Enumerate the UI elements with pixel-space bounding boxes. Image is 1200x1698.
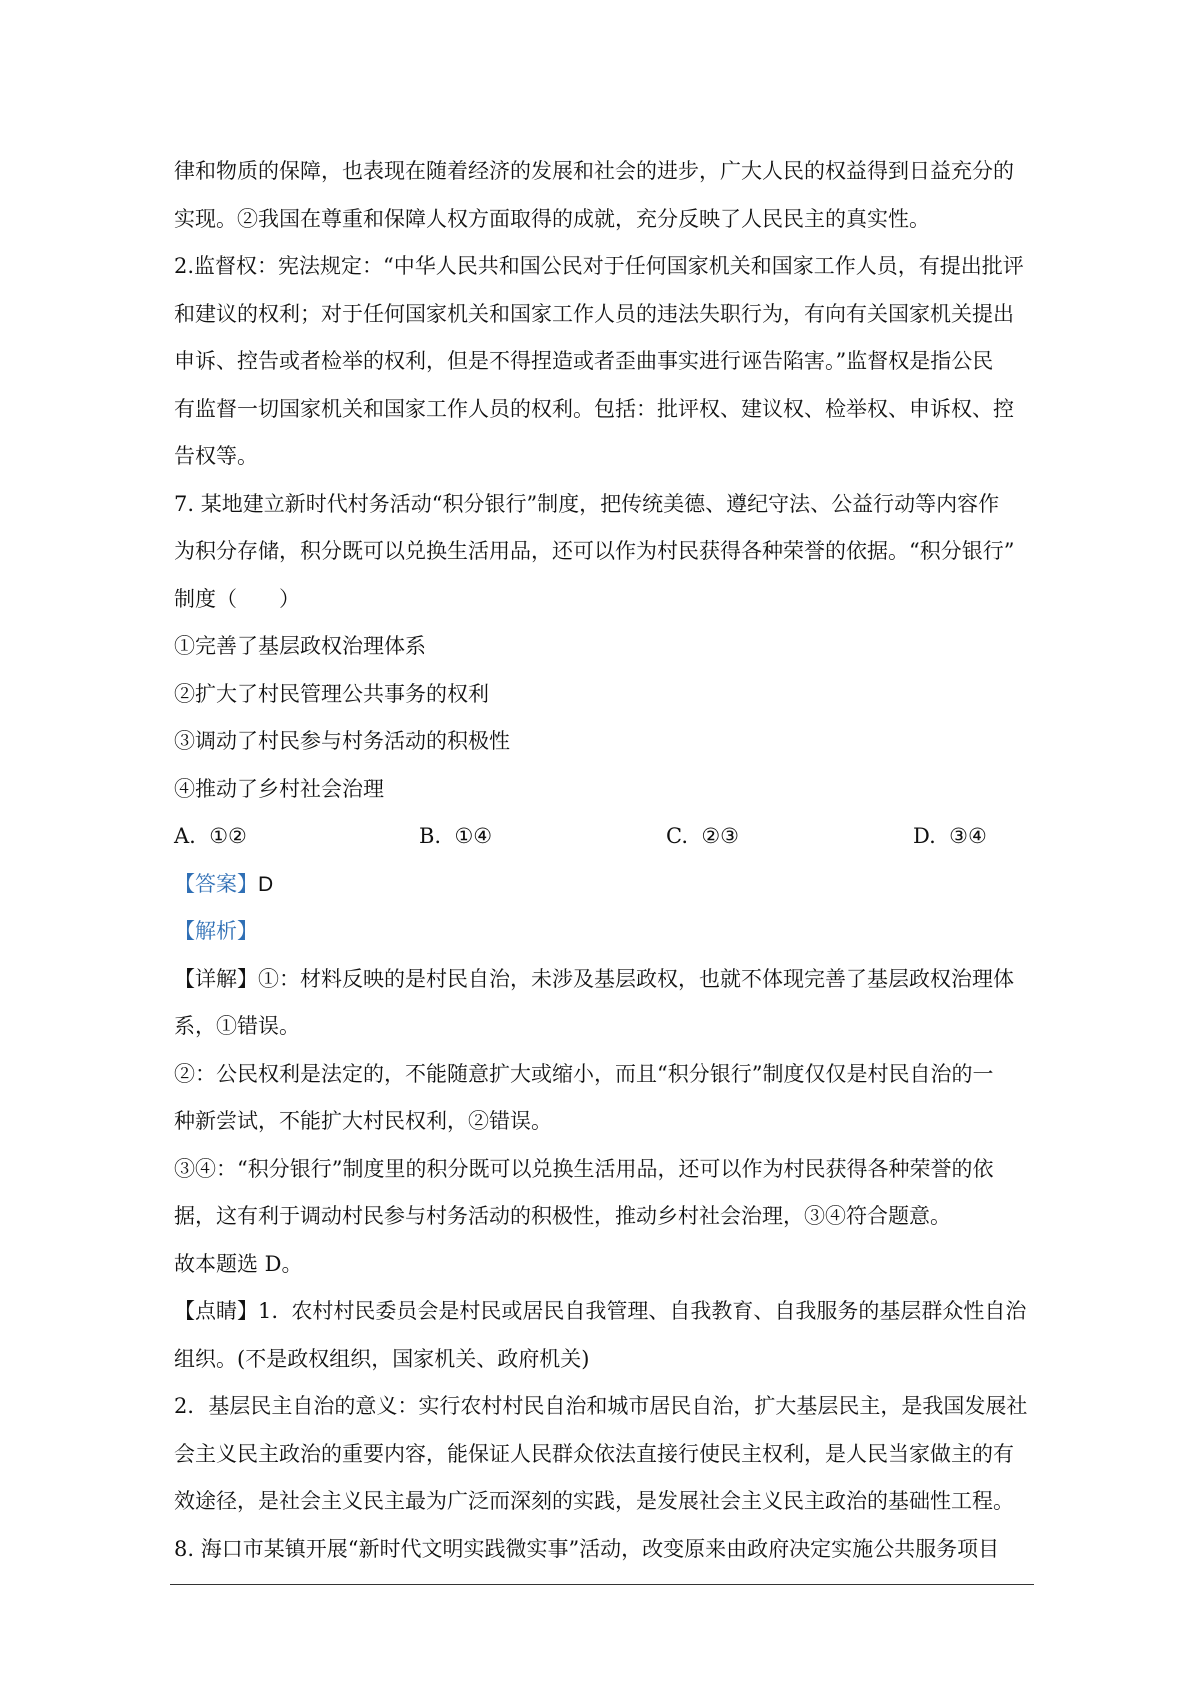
tip-label: 【点睛】 — [174, 1299, 258, 1323]
question-7-statement-2: ②扩大了村民管理公共事务的权利 — [174, 681, 489, 706]
question-7-statement-4: ④推动了乡村社会治理 — [174, 776, 384, 801]
detail-line: ②：公民权利是法定的，不能随意扩大或缩小，而且“积分银行”制度仅仅是村民自治的一 — [174, 1061, 994, 1086]
question-7-options — [174, 813, 1034, 861]
question-7-stem-line: 制度（ ） — [174, 586, 300, 611]
intro-line: 和建议的权利；对于任何国家机关和国家工作人员的违法失职行为，有向有关国家机关提出 — [174, 301, 1014, 326]
option-c: C. ②③ — [666, 824, 739, 848]
intro-line: 实现。②我国在尊重和保障人权方面取得的成就，充分反映了人民民主的真实性。 — [174, 206, 930, 231]
question-7-statement-1: ①完善了基层政权治理体系 — [174, 634, 426, 658]
detail-row — [174, 956, 1034, 1004]
question-8-stem-line: 8. 海口市某镇开展“新时代文明实践微实事”活动，改变原来由政府决定实施公共服务项目 — [174, 1536, 1000, 1561]
tip-line: 组织。(不是政权组织，国家机关、政府机关) — [174, 1346, 590, 1371]
tip-line: 1. 农村村民委员会是村民或居民自我管理、自我教育、自我服务的基层群众性自治 — [258, 1299, 1027, 1323]
analysis-row — [174, 908, 1034, 956]
detail-label: 【详解】 — [174, 966, 258, 991]
intro-line: 有监督一切国家机关和国家工作人员的权利。包括：批评权、建议权、检举权、申诉权、控 — [174, 396, 1014, 421]
question-7-statement-3: ③调动了村民参与村务活动的积极性 — [174, 729, 510, 753]
footer-divider — [170, 1584, 1034, 1585]
detail-line: 种新尝试，不能扩大村民权利，②错误。 — [174, 1109, 552, 1133]
question-7-stem-line: 7. 某地建立新时代村务活动“积分银行”制度，把传统美德、遵纪守法、公益行动等内容作 — [174, 491, 1000, 516]
analysis-label: 【解析】 — [174, 919, 258, 943]
intro-line: 2.监督权：宪法规定：“中华人民共和国公民对于任何国家机关和国家工作人员，有提出批评 — [174, 254, 1024, 278]
detail-line: 系，①错误。 — [174, 1014, 300, 1038]
tip-line: 2．基层民主自治的意义：实行农村村民自治和城市居民自治，扩大基层民主，是我国发展社 — [174, 1394, 1028, 1418]
intro-line: 律和物质的保障，也表现在随着经济的发展和社会的进步，广大人民的权益得到日益充分的 — [174, 159, 1014, 183]
tip-row — [174, 1288, 1034, 1336]
answer-label: 【答案】 — [174, 871, 258, 896]
detail-line: 据，这有利于调动村民参与村务活动的积极性，推动乡村社会治理，③④符合题意。 — [174, 1204, 951, 1228]
answer-value: D — [258, 872, 274, 896]
intro-line: 申诉、控告或者检举的权利，但是不得捏造或者歪曲事实进行诬告陷害。”监督权是指公民 — [174, 349, 994, 373]
tip-line: 效途径，是社会主义民主最为广泛而深刻的实践，是发展社会主义民主政治的基础性工程。 — [174, 1489, 1014, 1513]
answer-row — [174, 861, 1034, 909]
tip-line: 会主义民主政治的重要内容，能保证人民群众依法直接行使民主权利，是人民当家做主的有 — [174, 1441, 1014, 1466]
document-page — [174, 148, 1034, 1573]
intro-line: 告权等。 — [174, 444, 258, 468]
option-a: A. ①② — [174, 824, 247, 848]
question-7-stem-line: 为积分存储，积分既可以兑换生活用品，还可以作为村民获得各种荣誉的依据。“积分银行” — [174, 539, 1015, 563]
option-d: D. ③④ — [913, 824, 987, 848]
detail-line: 故本题选 D。 — [174, 1251, 303, 1276]
detail-line: ①：材料反映的是村民自治，未涉及基层政权，也就不体现完善了基层政权治理体 — [258, 966, 1014, 991]
detail-line: ③④：“积分银行”制度里的积分既可以兑换生活用品，还可以作为村民获得各种荣誉的依 — [174, 1156, 994, 1181]
option-b: B. ①④ — [419, 824, 493, 848]
